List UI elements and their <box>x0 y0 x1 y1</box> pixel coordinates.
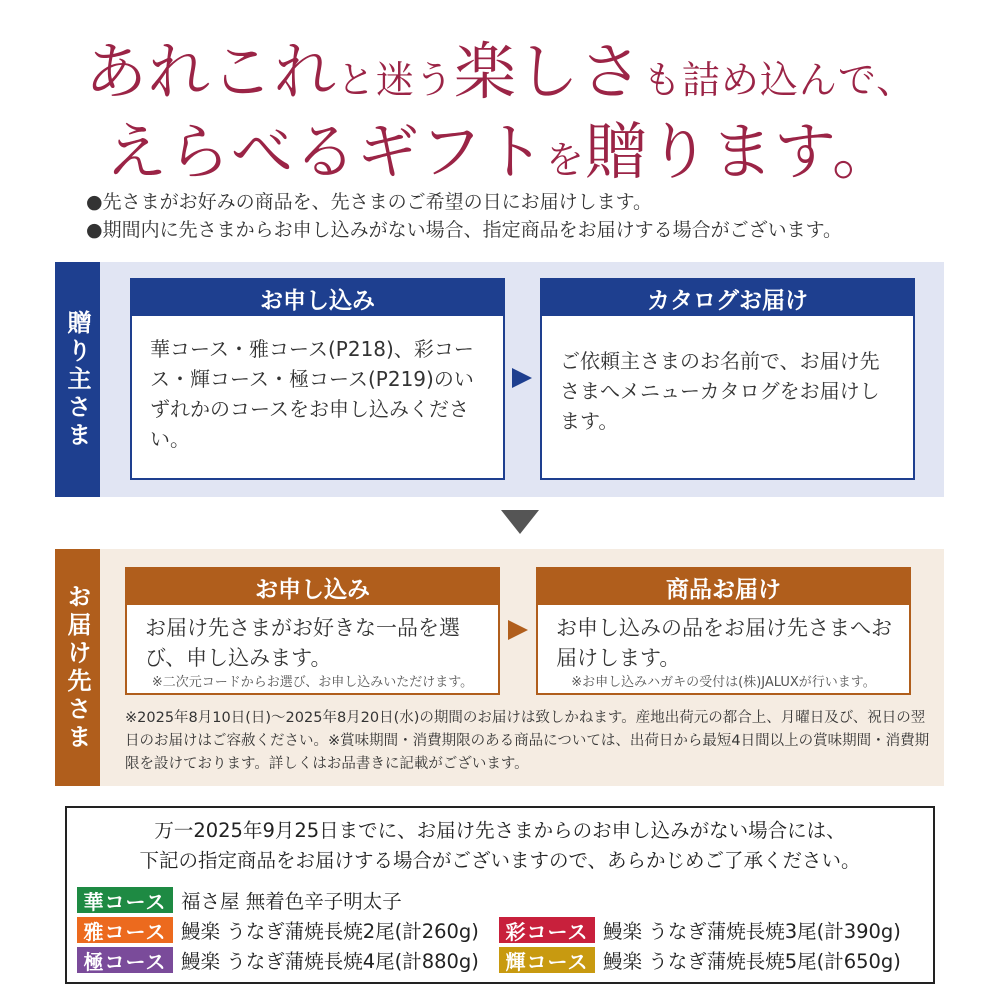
intro-note: ●期間内に先さまからお申し込みがない場合、指定商品をお届けする場合がございます。 <box>86 219 843 241</box>
product-delivery-text: お申し込みの品をお届け先さまへお届けします。 <box>556 616 892 670</box>
course-item: 鰻楽 うなぎ蒲焼長焼4尾(計880g) <box>181 950 479 973</box>
headline-line-2 <box>0 102 1000 191</box>
recipient-side-label: お届け先さま <box>55 549 100 786</box>
fallback-lead <box>67 816 933 876</box>
headline-segment: と迷う <box>336 58 454 102</box>
catalog-delivery-card <box>540 278 915 480</box>
course-row <box>77 916 479 944</box>
course-tag: 彩コース <box>499 917 595 943</box>
course-tag: 輝コース <box>499 947 595 973</box>
arrow-right-icon <box>508 620 528 640</box>
catalog-delivery-title: カタログお届け <box>542 280 913 316</box>
course-tag: 極コース <box>77 947 173 973</box>
headline-segment: も詰め込んで、 <box>642 58 916 102</box>
arrow-down-icon <box>501 510 539 534</box>
fallback-line: 万一2025年9月25日までに、お届け先さまからのお申し込みがない場合には、 <box>154 819 846 842</box>
headline-segment: 贈ります。 <box>584 115 896 188</box>
delivery-footnote: ※2025年8月10日(日)～2025年8月20日(水)の期間のお届けは致しかねます。産地出荷元の都合上、月曜日及び、祝日の翌日のお届けはご容赦ください。※賞味期間・消費期限のある商品については、出荷日から最短4日間以上の賞味期間・消費期限を設けております。詳しくはお品書きに記載がございます。 <box>125 710 930 772</box>
course-item: 鰻楽 うなぎ蒲焼長焼3尾(計390g) <box>603 920 901 943</box>
headline-segment: を <box>545 138 585 182</box>
sender-apply-text: 華コース・雅コース(P218)、彩コース・輝コース・極コース(P219)のいずれかのコースをお申し込みください。 <box>150 337 474 451</box>
course-item: 鰻楽 うなぎ蒲焼長焼2尾(計260g) <box>181 920 479 943</box>
intro-notes <box>86 188 842 244</box>
sender-side-label: 贈り主さま <box>55 262 100 497</box>
sender-apply-title: お申し込み <box>132 280 503 316</box>
recipient-apply-title: お申し込み <box>127 569 498 605</box>
fallback-box <box>65 806 935 984</box>
recipient-panel <box>55 549 944 786</box>
sender-apply-card <box>130 278 505 480</box>
headline-segment: あれこれ <box>84 35 337 108</box>
course-tag: 雅コース <box>77 917 173 943</box>
course-row <box>499 946 901 974</box>
headline-segment: えらべるギフト <box>104 115 546 188</box>
intro-note: ●先さまがお好みの商品を、先さまのご希望の日にお届けします。 <box>86 191 653 213</box>
product-delivery-card <box>536 567 911 695</box>
product-delivery-note: ※お申し込みハガキの受付は(株)JALUXが行います。 <box>571 675 876 690</box>
headline-segment: 楽しさ <box>453 35 643 108</box>
fallback-line: 下記の指定商品をお届けする場合がございますので、あらかじめご了承ください。 <box>139 849 861 872</box>
course-row <box>499 916 901 944</box>
headline-line-1 <box>0 22 1000 111</box>
recipient-apply-note: ※二次元コードからお選び、お申し込みいただけます。 <box>151 675 474 690</box>
product-delivery-title: 商品お届け <box>538 569 909 605</box>
course-tag: 華コース <box>77 887 173 913</box>
arrow-right-icon <box>512 368 532 388</box>
course-row <box>77 886 402 914</box>
recipient-apply-text: お届け先さまがお好きな一品を選び、申し込みます。 <box>145 616 460 670</box>
recipient-apply-card <box>125 567 500 695</box>
course-item: 鰻楽 うなぎ蒲焼長焼5尾(計650g) <box>603 950 901 973</box>
course-item: 福さ屋 無着色辛子明太子 <box>181 890 402 913</box>
course-row <box>77 946 479 974</box>
sender-panel <box>55 262 944 497</box>
catalog-delivery-text: ご依頼主さまのお名前で、お届け先さまへメニューカタログをお届けします。 <box>560 349 880 433</box>
